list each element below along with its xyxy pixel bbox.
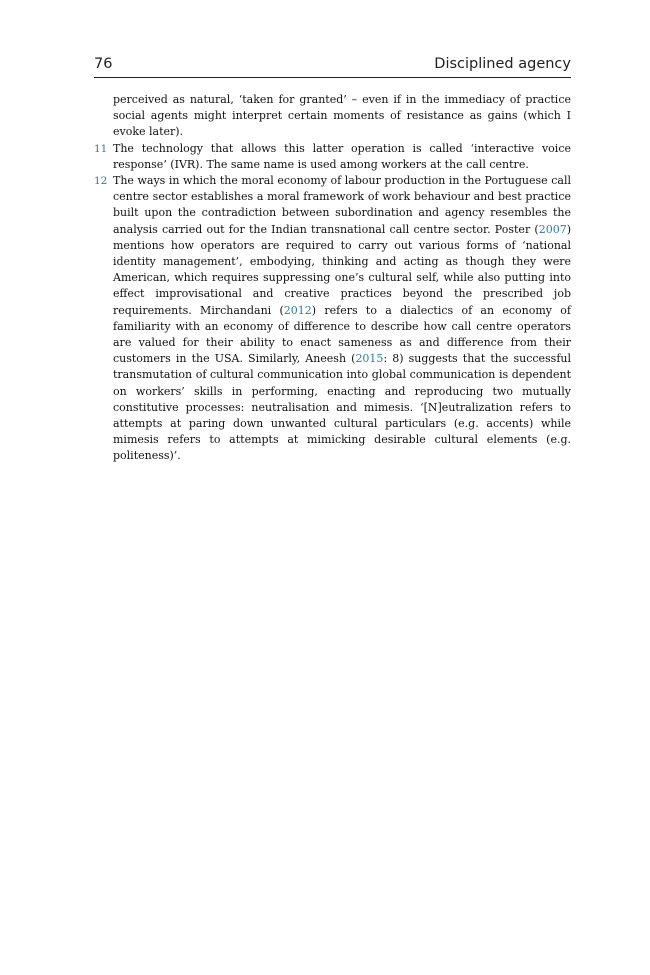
endnotes (94, 92, 571, 465)
citation-mirchandani-2012[interactable]: 2012 (283, 303, 312, 317)
note-11-text: The technology that allows this latter operation is called ‘interactive voice response’ (IVR). The same name is used among workers at the call centre. (113, 141, 571, 171)
citation-poster-2007[interactable]: 2007 (538, 222, 567, 236)
running-title: Disciplined agency (434, 56, 571, 72)
note-11 (94, 141, 571, 173)
running-header (94, 55, 571, 78)
note-12-text-2: ) mentions how operators are required to carry out various forms of ‘national identity management’, embodying, thinking and acting as though they were American, which requires suppressing one’s cultural self, while also putting into effect improvisational and creative practices beyond the prescribed job requirements. Mirchandani ( (113, 222, 571, 317)
citation-aneesh-2015[interactable]: 2015 (355, 352, 384, 366)
note-12-text-1: The ways in which the moral economy of labour production in the Portuguese call centre sector establishes a moral framework of work behaviour and best practice built upon the contradiction between subordination and agency resembles the analysis carried out for the Indian transnational call centre sector. Poster ( (113, 174, 571, 236)
page-number: 76 (94, 56, 113, 72)
note-12-text-4: : 8) suggests that the successful transmutation of cultural communication into global communication is dependent on workers’ skills in performing, enacting and reproducing two mutually constitutive processes: neutralisation and mimesis. ‘[N]eutralization refers to attempts at paring down unwanted cultural particulars (e.g. accents) while mimesis refers to attempts at mimicking desirable cultural elements (e.g. politeness)’. (113, 352, 571, 463)
note-number-12[interactable]: 12 (94, 175, 108, 188)
note-continuation-text: perceived as natural, ‘taken for granted’ – even if in the immediacy of practice social agents might interpret certain moments of resistance as gains (which I evoke later). (113, 93, 571, 139)
note-number-11[interactable]: 11 (94, 142, 108, 155)
note-12 (94, 173, 571, 465)
note-12-text-3: ) refers to a dialectics of an economy of familiarity with an economy of difference to describe how call centre operators are valued for their ability to enact sameness as and difference from their customers in the USA. Similarly, Aneesh ( (113, 303, 571, 366)
note-continuation (94, 92, 571, 141)
